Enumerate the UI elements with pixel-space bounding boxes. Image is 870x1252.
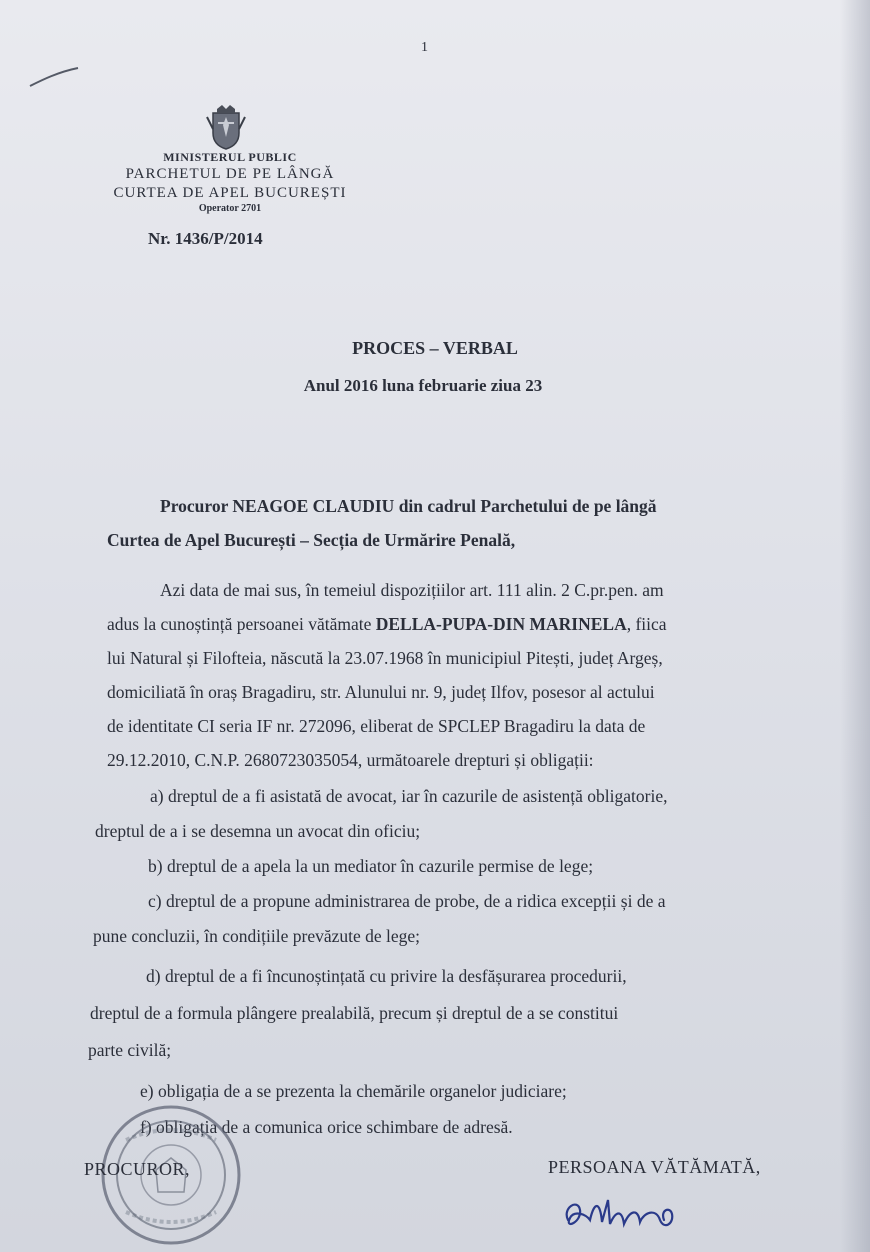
handwritten-signature [560, 1180, 690, 1240]
pen-mark [28, 62, 80, 90]
intro-line-2: Curtea de Apel București – Secția de Urmărire Penală, [107, 530, 516, 550]
obligation-f-line-1: f) obligația de a comunica orice schimbare de adresă. [140, 1117, 513, 1137]
body-line-1: Azi data de mai sus, în temeiul dispozițiilor art. 111 alin. 2 C.pr.pen. am [160, 580, 664, 600]
right-d-line-3: parte civilă; [88, 1040, 172, 1060]
prosecutor-signature-label: PROCUROR, [84, 1159, 191, 1179]
page-number: 1 [421, 40, 428, 55]
intro-prefix: Procuror [160, 496, 233, 516]
document-title: PROCES – VERBAL [352, 338, 518, 358]
body-line-2 [107, 614, 667, 635]
office-line-2: CURTEA DE APEL BUCUREȘTI [113, 185, 347, 201]
victim-suffix: , fiica [626, 614, 667, 634]
intro-suffix: din cadrul Parchetului de pe lângă [394, 496, 657, 516]
right-d-line-2: dreptul de a formula plângere prealabilă, precum și dreptul de a se constitui [90, 1003, 619, 1023]
right-a-line-2: dreptul de a i se desemna un avocat din oficiu; [95, 821, 421, 841]
right-d-line-1: d) dreptul de a fi încunoștințată cu privire la desfășurarea procedurii, [146, 966, 627, 986]
right-c-line-2: pune concluzii, în condițiile prevăzute de lege; [93, 926, 421, 946]
body-line-5: de identitate CI seria IF nr. 272096, eliberat de SPCLEP Bragadiru la data de [107, 716, 646, 736]
right-a-line-1: a) dreptul de a fi asistată de avocat, iar în cazurile de asistență obligatorie, [150, 786, 668, 806]
coat-of-arms-icon [203, 103, 249, 151]
right-b-line-1: b) dreptul de a apela la un mediator în cazurile permise de lege; [148, 856, 594, 876]
page-shadow [840, 0, 870, 1252]
body-line-3: lui Natural și Filofteia, născută la 23.07.1968 în municipiul Pitești, județ Argeș, [107, 648, 663, 668]
victim-prefix: adus la cunoștință persoanei vătămate [107, 614, 376, 634]
ministry-name: MINISTERUL PUBLIC [163, 150, 297, 164]
victim-signature-label: PERSOANA VĂTĂMATĂ, [548, 1157, 761, 1177]
office-line-1: PARCHETUL DE PE LÂNGĂ [125, 166, 335, 182]
body-line-4: domiciliată în oraș Bragadiru, str. Alunului nr. 9, județ Ilfov, posesor al actului [107, 682, 655, 702]
obligation-e-line-1: e) obligația de a se prezenta la chemările organelor judiciare; [140, 1081, 567, 1101]
operator-number: Operator 2701 [198, 203, 262, 214]
issuer-header [100, 150, 360, 214]
prosecutor-name: NEAGOE CLAUDIU [232, 496, 395, 516]
document-number: Nr. 1436/P/2014 [148, 229, 263, 248]
document-date: Anul 2016 luna februarie ziua 23 [303, 376, 543, 395]
victim-name: DELLA-PUPA-DIN MARINELA [375, 614, 627, 634]
body-line-6: 29.12.2010, C.N.P. 2680723035054, următoarele drepturi și obligații: [107, 750, 594, 770]
right-c-line-1: c) dreptul de a propune administrarea de probe, de a ridica excepții și de a [148, 891, 666, 911]
intro-line-1 [160, 496, 657, 517]
